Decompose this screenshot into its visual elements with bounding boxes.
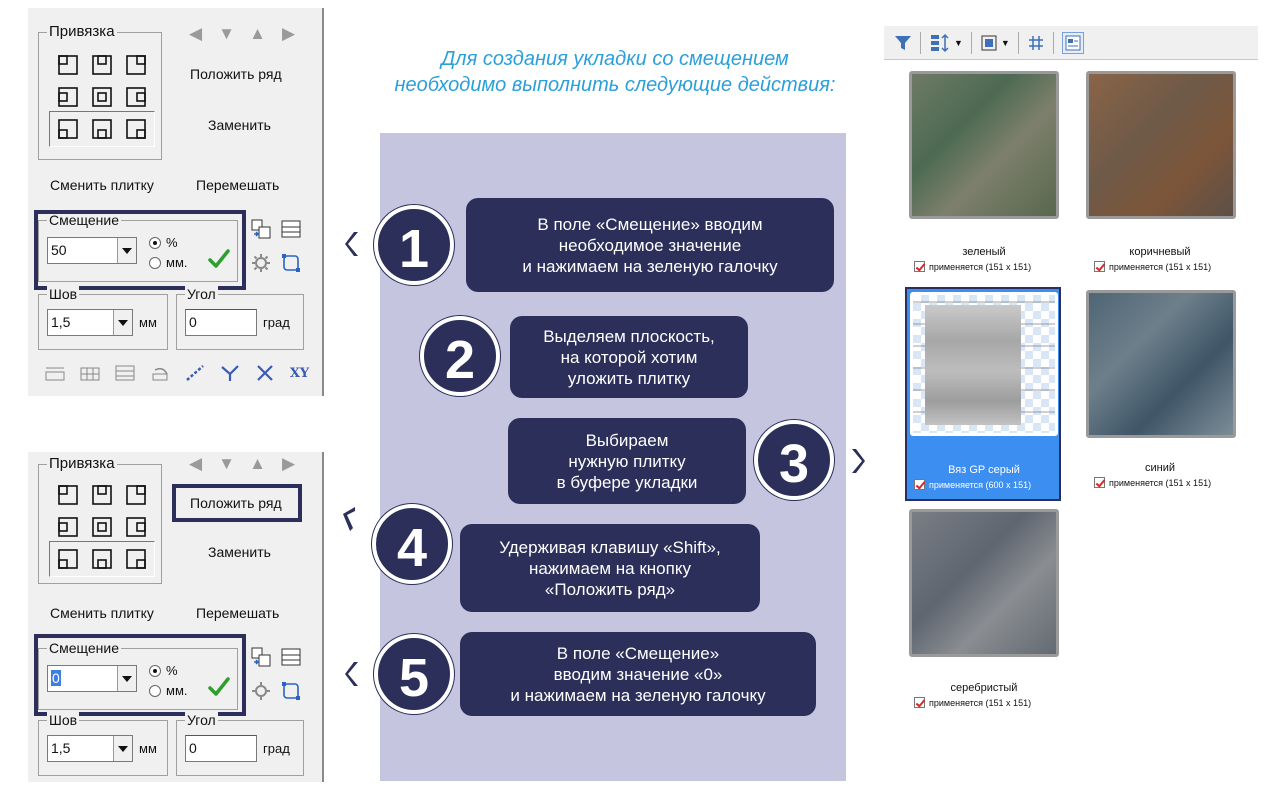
offset-value: 0	[52, 670, 60, 686]
pointer-up-left-icon	[340, 506, 356, 532]
mm-label: мм.	[166, 255, 188, 270]
change-tile-button[interactable]: Сменить плитку	[50, 177, 154, 193]
offset-label: Смещение	[49, 212, 120, 228]
tile-status-text: применяется (600 x 151)	[929, 479, 1032, 490]
step-2-number: 2	[420, 316, 500, 396]
shuffle-button[interactable]: Перемешать	[196, 605, 280, 621]
align-rows-icon[interactable]	[42, 362, 67, 384]
arrow-down-icon[interactable]: ▼	[218, 454, 235, 473]
seam-group	[38, 286, 168, 350]
cross-icon[interactable]	[252, 362, 277, 384]
snap-middle-right-icon	[125, 516, 147, 538]
angle-input[interactable]	[185, 309, 257, 336]
snap-center-button[interactable]	[85, 511, 119, 543]
offset-value: 50	[51, 242, 67, 258]
tile-thumbnail-blue[interactable]	[1086, 290, 1236, 438]
chevron-down-icon[interactable]	[113, 310, 132, 335]
angle-line-icon[interactable]	[217, 362, 242, 384]
tile-buffer-toolbar	[884, 26, 1258, 60]
seam-combo[interactable]	[47, 309, 133, 336]
snap-selection-frame	[49, 541, 155, 577]
tile-thumbnail-elm-gray[interactable]	[910, 292, 1058, 436]
snap-center-icon	[91, 86, 113, 108]
mm-label: мм.	[166, 683, 188, 698]
contour-icon[interactable]	[280, 252, 302, 274]
lay-row-button[interactable]: Положить ряд	[190, 66, 282, 82]
tile-layout-panel-bottom	[28, 452, 324, 782]
tile-thumbnail-green[interactable]	[909, 71, 1059, 219]
snap-center-icon	[91, 516, 113, 538]
snap-group	[38, 455, 162, 584]
arrow-up-icon[interactable]: ▲	[249, 454, 266, 473]
offset-label: Смещение	[49, 640, 120, 656]
applied-checkbox[interactable]	[1094, 477, 1105, 488]
contour-icon[interactable]	[280, 680, 302, 702]
seam-group	[38, 712, 168, 776]
replace-button[interactable]: Заменить	[208, 117, 271, 133]
seam-label: Шов	[49, 286, 78, 302]
change-tile-button[interactable]: Сменить плитку	[50, 605, 154, 621]
seam-unit: мм	[139, 741, 157, 756]
bottom-toolbar	[42, 362, 312, 384]
tile-thumbnail-brown[interactable]	[1086, 71, 1236, 219]
snap-middle-left-icon	[57, 516, 79, 538]
step-5-text: В поле «Смещение» вводим значение «0» и нажимаем на зеленую галочку	[460, 632, 816, 716]
tile-status	[914, 697, 1031, 708]
step-4-text: Удерживая клавишу «Shift», нажимаем на кнопку «Положить ряд»	[460, 524, 760, 612]
move-arrows	[186, 24, 298, 44]
lay-row-button[interactable]: Положить ряд	[190, 495, 282, 511]
tile-status	[914, 479, 1031, 490]
snap-middle-left-button[interactable]	[51, 511, 85, 543]
arrow-up-icon[interactable]: ▲	[249, 24, 266, 43]
snap-label: Привязка	[49, 23, 115, 40]
offset-highlight	[34, 210, 246, 290]
step-2-text: Выделяем плоскость, на которой хотим уложить плитку	[510, 316, 748, 398]
percent-label: %	[166, 235, 178, 250]
headline-line-1: Для создания укладки со смещением	[441, 48, 789, 70]
copy-tiles-icon[interactable]	[250, 646, 272, 668]
move-arrows	[186, 454, 298, 474]
snap-top-left-button[interactable]	[51, 479, 85, 511]
snap-top-center-icon	[91, 484, 113, 506]
snap-middle-left-button[interactable]	[51, 81, 85, 113]
step-3-text: Выбираем нужную плитку в буфере укладки	[508, 418, 746, 504]
arrow-right-icon[interactable]: ▶	[281, 24, 296, 43]
rows-icon[interactable]	[280, 646, 302, 668]
tile-status-text: применяется (151 x 151)	[929, 261, 1032, 272]
snap-middle-right-button[interactable]	[119, 511, 153, 543]
step-3-number: 3	[754, 420, 834, 500]
applied-checkbox[interactable]	[1094, 261, 1105, 272]
tile-status-text: применяется (151 x 151)	[1109, 261, 1212, 272]
replace-button[interactable]: Заменить	[208, 544, 271, 560]
tile-status	[914, 261, 1031, 272]
seam-value: 1,5	[51, 740, 71, 756]
tile-name: серебристый	[950, 682, 1018, 694]
seam-value: 1,5	[51, 314, 71, 330]
snap-label: Привязка	[49, 455, 115, 472]
copy-tiles-icon[interactable]	[250, 218, 272, 240]
undo-layout-icon[interactable]	[147, 362, 172, 384]
snap-top-right-icon	[125, 484, 147, 506]
arrow-down-icon[interactable]: ▼	[218, 24, 235, 43]
elm-boards	[925, 305, 1021, 425]
angle-label: Угол	[187, 286, 216, 302]
snap-top-left-button[interactable]	[51, 49, 85, 81]
applied-checkbox[interactable]	[914, 697, 925, 708]
pointer-left-icon	[344, 661, 360, 687]
snap-top-center-button[interactable]	[85, 49, 119, 81]
grid-rows-icon[interactable]	[77, 362, 102, 384]
applied-checkbox[interactable]	[914, 261, 925, 272]
snap-group	[38, 23, 162, 160]
instructions-headline	[340, 46, 890, 98]
settings-gear-icon[interactable]	[250, 680, 272, 702]
settings-gear-icon[interactable]	[250, 252, 272, 274]
seam-unit: мм	[139, 315, 157, 330]
rows-icon[interactable]	[280, 218, 302, 240]
arrow-left-icon[interactable]: ◀	[188, 454, 203, 473]
step-5-number: 5	[374, 634, 454, 714]
angle-unit: град	[263, 741, 290, 756]
arrow-left-icon[interactable]: ◀	[188, 24, 203, 43]
arrow-right-icon[interactable]: ▶	[281, 454, 296, 473]
seam-label: Шов	[49, 712, 78, 728]
snap-middle-right-icon	[125, 86, 147, 108]
tile-name: синий	[1144, 462, 1175, 474]
angle-value: 0	[189, 314, 197, 330]
tile-status-text: применяется (151 x 151)	[1109, 477, 1212, 488]
angle-group	[176, 712, 304, 776]
tile-status	[1094, 477, 1211, 488]
angle-group	[176, 286, 304, 350]
pointer-left-icon	[344, 231, 360, 257]
tile-status-text: применяется (151 x 151)	[929, 697, 1032, 708]
snap-top-right-button[interactable]	[119, 479, 153, 511]
percent-label: %	[166, 663, 178, 678]
view-mode-icon[interactable]: ▼	[980, 32, 1010, 54]
grid-icon[interactable]	[1027, 32, 1045, 54]
pointer-right-icon	[850, 448, 866, 474]
tile-name: зеленый	[962, 246, 1006, 258]
tile-layout-panel-top	[28, 8, 324, 396]
step-1-text: В поле «Смещение» вводим необходимое значение и нажимаем на зеленую галочку	[466, 198, 834, 292]
angle-unit: град	[263, 315, 290, 330]
xy-button[interactable]: XY	[289, 365, 310, 381]
angle-input[interactable]	[185, 735, 257, 762]
step-4-number: 4	[372, 504, 452, 584]
step-1-number: 1	[374, 205, 454, 285]
shuffle-button[interactable]: Перемешать	[196, 177, 280, 193]
tile-name: Вяз GP серый	[948, 464, 1020, 476]
snap-top-center-button[interactable]	[85, 479, 119, 511]
tile-thumbnail-silver[interactable]	[909, 509, 1059, 657]
chevron-down-icon[interactable]	[113, 736, 132, 761]
snap-top-right-button[interactable]	[119, 49, 153, 81]
filter-icon[interactable]	[894, 32, 912, 54]
properties-icon[interactable]	[1062, 32, 1084, 54]
table-icon[interactable]	[112, 362, 137, 384]
snap-top-left-icon	[57, 54, 79, 76]
sort-icon[interactable]: ▼	[929, 32, 963, 54]
snap-middle-left-icon	[57, 86, 79, 108]
headline-line-2: необходимо выполнить следующие действия:	[394, 74, 836, 96]
seam-combo[interactable]	[47, 735, 133, 762]
snap-center-button[interactable]	[85, 81, 119, 113]
tile-status	[1094, 261, 1211, 272]
angle-value: 0	[189, 740, 197, 756]
applied-checkbox[interactable]	[914, 479, 925, 490]
tile-name: коричневый	[1129, 246, 1191, 258]
angle-label: Угол	[187, 712, 216, 728]
diagonal-line-icon[interactable]	[182, 362, 207, 384]
snap-top-center-icon	[91, 54, 113, 76]
snap-selection-frame	[49, 111, 155, 147]
snap-top-right-icon	[125, 54, 147, 76]
snap-top-left-icon	[57, 484, 79, 506]
offset-highlight	[34, 634, 246, 716]
snap-middle-right-button[interactable]	[119, 81, 153, 113]
